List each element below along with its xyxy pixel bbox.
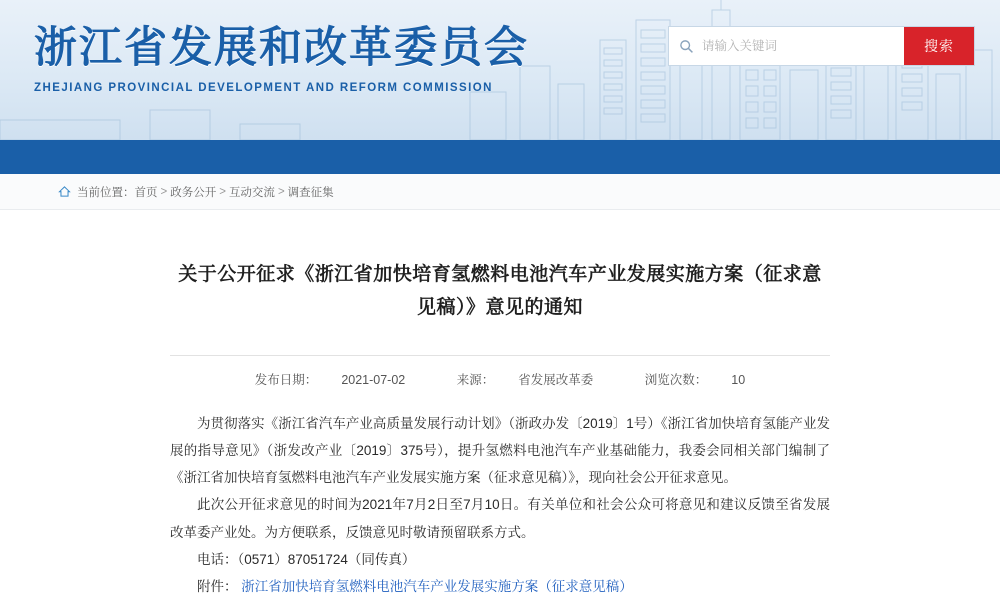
main-nav-bar (0, 140, 1000, 174)
source-label: 来源： (456, 372, 495, 387)
publish-date-label: 发布日期： (254, 372, 318, 387)
attachment-link[interactable]: 浙江省加快培育氢燃料电池汽车产业发展实施方案（征求意见稿） (241, 579, 633, 594)
breadcrumb-separator-0: > (160, 185, 168, 198)
site-header (0, 0, 1000, 140)
publish-date-value: 2021-07-02 (341, 372, 406, 387)
article-body (170, 410, 830, 594)
search-field-wrap (669, 27, 904, 65)
site-title-block (34, 22, 529, 94)
breadcrumb-item-1[interactable]: 政务公开 (170, 186, 217, 199)
search-button[interactable]: 搜索 (904, 27, 974, 65)
site-title-cn: 浙江省发展和改革委员会 (34, 25, 529, 72)
search-input[interactable] (694, 38, 896, 54)
view-count-value: 10 (731, 372, 746, 387)
source (445, 373, 606, 387)
article-meta (170, 355, 830, 388)
home-icon (58, 185, 71, 198)
source-value: 省发展改革委 (518, 372, 594, 387)
article-container (0, 258, 1000, 594)
view-count-label: 浏览次数： (644, 372, 708, 387)
view-count (633, 373, 757, 387)
paragraph-1: 为贯彻落实《浙江省汽车产业高质量发展行动计划》（浙政办发〔2019〕1号）《浙江省加快培育氢能产业发展的指导意见》（浙发改产业〔2019〕375号），提升氢燃料电池汽车产业基础能力，我委会同相关部门编制了《浙江省加快培育氢燃料电池汽车产业发展实施方案（征求意见稿）》，现向社会公开征求意见。 (170, 415, 830, 486)
breadcrumb-separator-2: > (277, 185, 285, 198)
attachment-label: 附件： (197, 579, 238, 594)
paragraph-3: 电话：（0571）87051724（同传真） (197, 551, 416, 567)
breadcrumb-item-0[interactable]: 首页 (134, 186, 158, 199)
breadcrumb (0, 174, 1000, 210)
page-title: 关于公开征求《浙江省加快培育氢燃料电池汽车产业发展实施方案（征求意见稿）》意见的通知 (178, 264, 822, 319)
site-title-en: ZHEJIANG PROVINCIAL DEVELOPMENT AND REFORM COMMISSION (34, 81, 493, 94)
search-icon (679, 39, 694, 54)
attachment-line (170, 573, 830, 594)
publish-date (243, 373, 417, 387)
breadcrumb-item-3[interactable]: 调查征集 (287, 186, 334, 199)
site-search (669, 27, 974, 65)
breadcrumb-separator-1: > (219, 185, 226, 198)
breadcrumb-item-2[interactable]: 互动交流 (228, 186, 275, 199)
paragraph-2: 此次公开征求意见的时间为2021年7月2日至7月10日。有关单位和社会公众可将意见和建议反馈至省发展改革委产业处。为方便联系，反馈意见时敬请预留联系方式。 (170, 497, 830, 540)
breadcrumb-prefix: 当前位置： (77, 186, 135, 199)
